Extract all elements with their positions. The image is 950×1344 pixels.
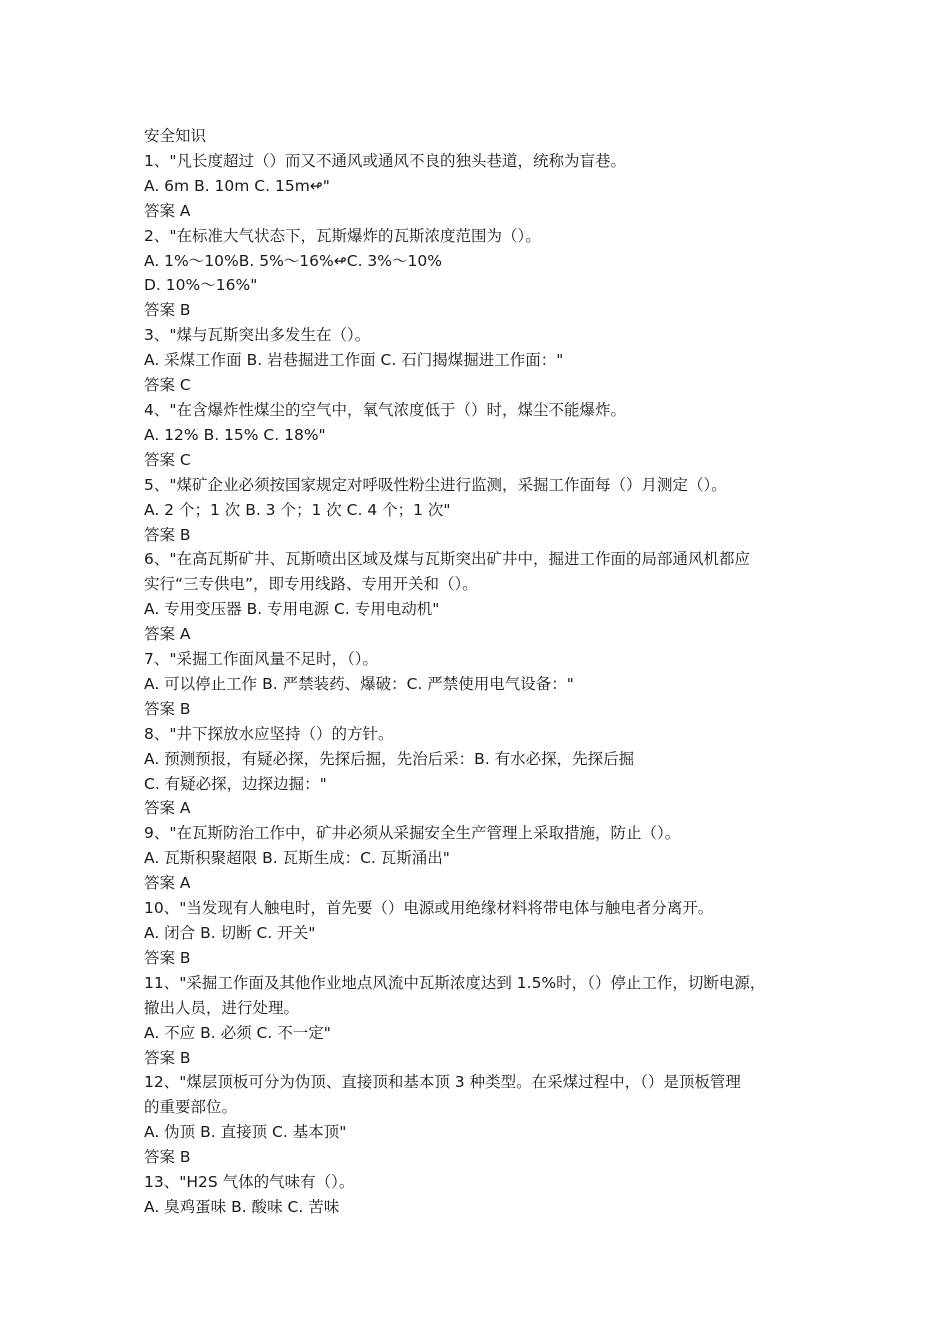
text-line: A. 不应 B. 必须 C. 不一定" <box>144 1023 331 1042</box>
text-line: A. 采煤工作面 B. 岩巷掘进工作面 C. 石门揭煤掘进工作面：" <box>144 351 564 370</box>
text-line: 的重要部位。 <box>144 1098 238 1117</box>
text-line: 答案 A <box>144 201 191 220</box>
text-line: 3、"煤与瓦斯突出多发生在（）。 <box>144 326 371 345</box>
document-title: 安全知识 <box>144 127 207 145</box>
text-line: A. 臭鸡蛋味 B. 酸味 C. 苦味 <box>144 1197 340 1216</box>
text-line: 1、"凡长度超过（）而又不通风或通风不良的独头巷道，统称为盲巷。 <box>144 151 626 170</box>
text-line: A. 瓦斯积聚超限 B. 瓦斯生成：C. 瓦斯涌出" <box>144 849 450 868</box>
text-line: 答案 C <box>144 450 191 469</box>
document-body <box>144 124 834 1220</box>
text-line: 答案 A <box>144 625 191 644</box>
text-line: A. 2 个；1 次 B. 3 个；1 次 C. 4 个；1 次" <box>144 500 451 519</box>
text-line: A. 预测预报，有疑必探，先探后掘，先治后采：B. 有水必探，先探后掘 <box>144 749 635 768</box>
text-line: C. 有疑必探，边探边掘：" <box>144 774 327 793</box>
text-line: 5、"煤矿企业必须按国家规定对呼吸性粉尘进行监测，采掘工作面每（）月测定（）。 <box>144 475 727 494</box>
text-line: 答案 B <box>144 525 191 544</box>
text-line: 11、"采掘工作面及其他作业地点风流中瓦斯浓度达到 1.5%时，（）停止工作，切断电源， <box>144 973 766 992</box>
text-line: 12、"煤层顶板可分为伪顶、直接顶和基本顶 3 种类型。在采煤过程中，（）是顶板管理 <box>144 1073 741 1092</box>
text-line: 答案 C <box>144 376 191 395</box>
text-line: 答案 B <box>144 1148 191 1167</box>
text-line: 答案 A <box>144 874 191 893</box>
text-line: A. 闭合 B. 切断 C. 开关" <box>144 924 316 942</box>
text-line: 答案 B <box>144 301 191 320</box>
text-line: A. 12% B. 15% C. 18%" <box>144 425 326 444</box>
text-line: 答案 A <box>144 799 191 818</box>
text-line: 13、"H2S 气体的气味有（）。 <box>144 1173 355 1192</box>
text-line: 答案 B <box>144 948 191 967</box>
text-line: 7、"采掘工作面风量不足时，（）。 <box>144 650 378 669</box>
text-line: 答案 B <box>144 699 191 718</box>
text-line: A. 伪顶 B. 直接顶 C. 基本顶" <box>144 1123 347 1142</box>
text-line: 10、"当发现有人触电时，首先要（）电源或用绝缘材料将带电体与触电者分离开。 <box>144 899 714 918</box>
text-line: 撤出人员，进行处理。 <box>144 998 300 1017</box>
text-line: 2、"在标准大气状态下，瓦斯爆炸的瓦斯浓度范围为（）。 <box>144 226 541 245</box>
text-line: 8、"井下探放水应坚持（）的方针。 <box>144 724 394 743</box>
text-line: 答案 B <box>144 1048 191 1067</box>
text-line: D. 10%～16%" <box>144 276 258 295</box>
text-line: A. 专用变压器 B. 专用电源 C. 专用电动机" <box>144 600 440 619</box>
text-line: 4、"在含爆炸性煤尘的空气中，氧气浓度低于（）时，煤尘不能爆炸。 <box>144 400 626 419</box>
text-line: A. 可以停止工作 B. 严禁装药、爆破：C. 严禁使用电气设备：" <box>144 674 574 693</box>
text-line: 6、"在高瓦斯矿井、瓦斯喷出区域及煤与瓦斯突出矿井中，掘进工作面的局部通风机都应 <box>144 550 750 569</box>
text-line: A. 6m B. 10m C. 15m↫" <box>144 176 330 195</box>
text-line: 实行“三专供电”，即专用线路、专用开关和（）。 <box>144 575 478 594</box>
text-line: 9、"在瓦斯防治工作中，矿井必须从采掘安全生产管理上采取措施，防止（）。 <box>144 824 681 843</box>
text-line: A. 1%～10%B. 5%～16%↫C. 3%～10% <box>144 251 442 270</box>
